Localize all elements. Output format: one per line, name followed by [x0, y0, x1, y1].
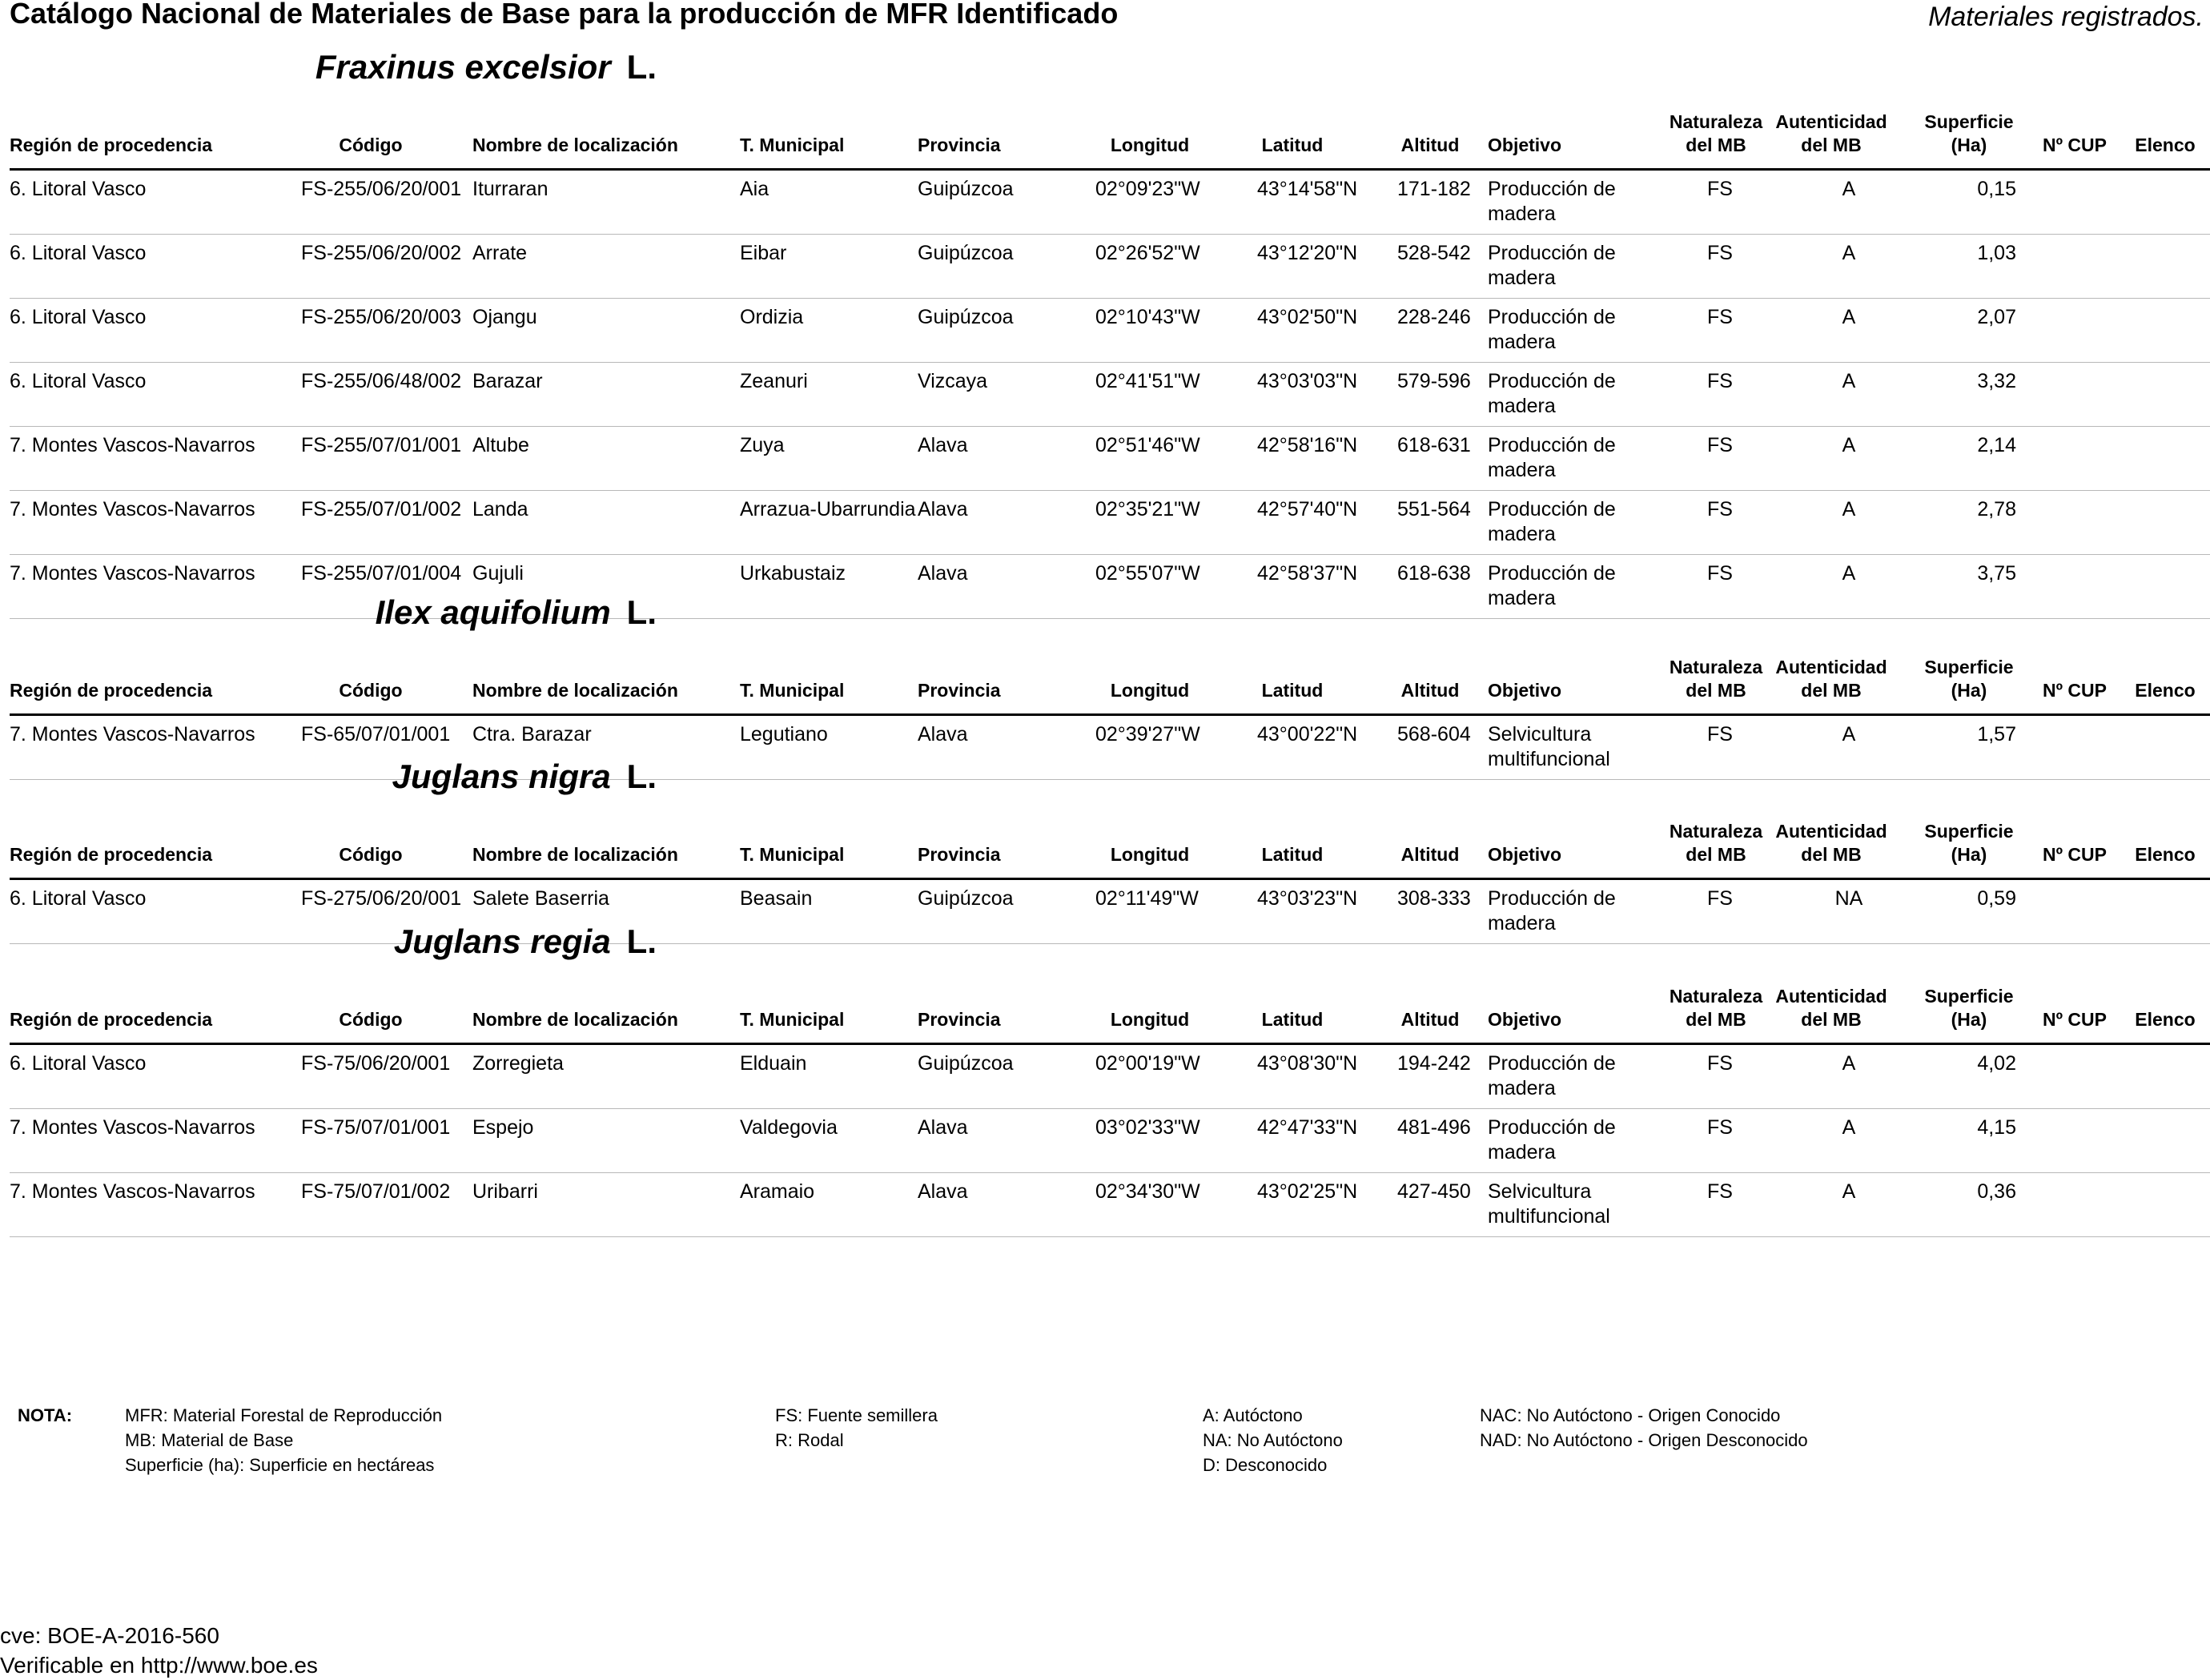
- column-header-line: del MB: [1686, 135, 1746, 155]
- column-header-superficie: [1924, 656, 2013, 702]
- table-row: [10, 235, 2210, 299]
- cell-longitud: 02°00'19"W: [1095, 1052, 1200, 1075]
- cell-nombre: Ctra. Barazar: [472, 723, 592, 746]
- table-header: [0, 955, 2210, 1043]
- cell-naturaleza: FS: [1707, 498, 1733, 520]
- column-header-line: (Ha): [1951, 1009, 1987, 1030]
- column-header-line: del MB: [1801, 680, 1862, 701]
- column-header-line: Superficie: [1924, 657, 2014, 677]
- cell-objetivo: Producción de madera: [1488, 306, 1616, 353]
- cell-longitud: 02°11'49"W: [1095, 887, 1199, 910]
- note-item: A: Autóctono: [1203, 1405, 1303, 1425]
- cell-superficie: 0,36: [1977, 1180, 2016, 1203]
- cell-naturaleza: FS: [1707, 562, 1733, 585]
- cell-autenticidad: A: [1842, 178, 1856, 200]
- cell-naturaleza: FS: [1707, 1052, 1733, 1075]
- column-header-latitud: Latitud: [1261, 680, 1324, 701]
- cell-provincia: Alava: [918, 562, 968, 585]
- species-name: Fraxinus excelsior: [315, 48, 611, 86]
- cell-nombre: Zorregieta: [472, 1052, 564, 1075]
- cell-nombre: Gujuli: [472, 562, 524, 585]
- column-header-provincia: Provincia: [918, 844, 1001, 865]
- cell-region: 6. Litoral Vasco: [10, 242, 147, 264]
- cell-naturaleza: FS: [1707, 1116, 1733, 1139]
- cell-latitud: 43°00'22"N: [1257, 723, 1358, 746]
- cell-region: 6. Litoral Vasco: [10, 178, 147, 200]
- column-header-line: Naturaleza: [1669, 111, 1763, 132]
- cell-naturaleza: FS: [1707, 887, 1733, 910]
- column-header-naturaleza: [1670, 111, 1762, 157]
- cell-nombre: Ojangu: [472, 306, 537, 328]
- column-header-altitud: Altitud: [1400, 135, 1460, 155]
- cell-region: 6. Litoral Vasco: [10, 887, 147, 910]
- cell-longitud: 02°10'43"W: [1095, 306, 1200, 328]
- cell-latitud: 43°12'20"N: [1257, 242, 1358, 264]
- column-header-nombre: Nombre de localización: [472, 680, 678, 701]
- cell-codigo: FS-275/06/20/001: [301, 887, 462, 910]
- cell-latitud: 43°02'25"N: [1257, 1180, 1358, 1203]
- column-header-objetivo: Objetivo: [1488, 1009, 1562, 1030]
- cell-objetivo: Producción de madera: [1488, 498, 1616, 545]
- cell-region: 6. Litoral Vasco: [10, 306, 147, 328]
- note-item: R: Rodal: [775, 1430, 844, 1450]
- column-header-provincia: Provincia: [918, 1009, 1001, 1030]
- column-header-elenco: Elenco: [2135, 844, 2196, 865]
- cell-municipal: Legutiano: [740, 723, 828, 746]
- cell-longitud: 02°35'21"W: [1095, 498, 1200, 520]
- column-header-nombre: Nombre de localización: [472, 135, 678, 155]
- cell-autenticidad: A: [1842, 723, 1856, 746]
- cell-autenticidad: A: [1842, 1052, 1856, 1075]
- cell-latitud: 43°14'58"N: [1257, 178, 1358, 200]
- cell-region: 6. Litoral Vasco: [10, 370, 147, 392]
- cell-municipal: Elduain: [740, 1052, 807, 1075]
- column-header-naturaleza: [1670, 820, 1762, 866]
- species-name: Juglans regia: [393, 922, 611, 960]
- notes-column-1: [125, 1403, 442, 1477]
- column-header-latitud: Latitud: [1261, 135, 1324, 155]
- species-author: L.: [626, 922, 657, 960]
- cell-nombre: Arrate: [472, 242, 528, 264]
- note-item: MFR: Material Forestal de Reproducción: [125, 1405, 443, 1425]
- notes-column-3: [1203, 1403, 1343, 1477]
- table-row: [10, 1173, 2210, 1237]
- cell-superficie: 3,32: [1977, 370, 2016, 392]
- column-header-superficie: [1924, 820, 2013, 866]
- column-header-objetivo: Objetivo: [1488, 680, 1562, 701]
- column-header-municipal: T. Municipal: [740, 680, 845, 701]
- table-row: [10, 171, 2210, 235]
- column-header-cup: Nº CUP: [2043, 680, 2107, 701]
- column-header-longitud: Longitud: [1110, 135, 1190, 155]
- cell-region: 7. Montes Vascos-Navarros: [10, 1180, 255, 1203]
- column-header-codigo: Código: [339, 844, 403, 865]
- notes-column-2: [775, 1403, 938, 1453]
- column-header-superficie: [1924, 111, 2013, 157]
- cell-municipal: Urkabustaiz: [740, 562, 846, 585]
- cell-superficie: 2,78: [1977, 498, 2016, 520]
- cell-objetivo: Producción de madera: [1488, 1052, 1616, 1099]
- cell-autenticidad: A: [1842, 498, 1856, 520]
- cell-superficie: 2,07: [1977, 306, 2016, 328]
- column-header-municipal: T. Municipal: [740, 844, 845, 865]
- cell-provincia: Alava: [918, 434, 968, 456]
- column-header-line: Naturaleza: [1669, 821, 1763, 842]
- cell-provincia: Guipúzcoa: [918, 887, 1014, 910]
- column-header-region: Región de procedencia: [10, 135, 213, 155]
- table-row: [10, 299, 2210, 363]
- cell-autenticidad: A: [1842, 434, 1856, 456]
- cell-altitud: 618-638: [1397, 562, 1471, 585]
- note-item: FS: Fuente semillera: [775, 1405, 938, 1425]
- column-header-region: Región de procedencia: [10, 844, 213, 865]
- cell-autenticidad: A: [1842, 562, 1856, 585]
- column-header-line: del MB: [1801, 135, 1862, 155]
- table-header: [0, 80, 2210, 168]
- column-header-elenco: Elenco: [2135, 680, 2196, 701]
- cell-codigo: FS-255/06/20/002: [301, 242, 462, 264]
- cell-superficie: 4,15: [1977, 1116, 2016, 1139]
- cell-codigo: FS-255/07/01/001: [301, 434, 462, 456]
- cell-altitud: 579-596: [1397, 370, 1471, 392]
- cell-superficie: 1,03: [1977, 242, 2016, 264]
- column-header-autenticidad: [1775, 985, 1887, 1031]
- column-header-line: del MB: [1686, 680, 1746, 701]
- table-row: [10, 363, 2210, 427]
- column-header-altitud: Altitud: [1400, 680, 1460, 701]
- cell-municipal: Aramaio: [740, 1180, 815, 1203]
- document-subtitle: Materiales registrados.: [1928, 2, 2204, 32]
- column-header-nombre: Nombre de localización: [472, 844, 678, 865]
- cell-provincia: Alava: [918, 498, 968, 520]
- cell-altitud: 427-450: [1397, 1180, 1471, 1203]
- cell-codigo: FS-255/07/01/002: [301, 498, 462, 520]
- column-header-line: del MB: [1686, 844, 1746, 865]
- cell-altitud: 194-242: [1397, 1052, 1471, 1075]
- cell-longitud: 03°02'33"W: [1095, 1116, 1200, 1139]
- cell-superficie: 0,59: [1977, 887, 2016, 910]
- column-header-line: Autenticidad: [1775, 111, 1887, 132]
- column-header-autenticidad: [1775, 656, 1887, 702]
- column-header-latitud: Latitud: [1261, 844, 1324, 865]
- column-header-elenco: Elenco: [2135, 1009, 2196, 1030]
- cell-codigo: FS-75/07/01/001: [301, 1116, 451, 1139]
- cell-codigo: FS-65/07/01/001: [301, 723, 451, 746]
- cell-nombre: Espejo: [472, 1116, 534, 1139]
- cell-objetivo: Producción de madera: [1488, 370, 1616, 417]
- cell-municipal: Zeanuri: [740, 370, 808, 392]
- species-author: L.: [626, 758, 657, 795]
- cell-altitud: 308-333: [1397, 887, 1471, 910]
- note-item: D: Desconocido: [1203, 1455, 1328, 1475]
- cell-altitud: 551-564: [1397, 498, 1471, 520]
- cell-objetivo: Producción de madera: [1488, 242, 1616, 289]
- column-header-latitud: Latitud: [1261, 1009, 1324, 1030]
- cell-objetivo: Producción de madera: [1488, 887, 1616, 934]
- cell-region: 7. Montes Vascos-Navarros: [10, 1116, 255, 1139]
- column-header-autenticidad: [1775, 820, 1887, 866]
- cell-naturaleza: FS: [1707, 1180, 1733, 1203]
- column-header-line: del MB: [1686, 1009, 1746, 1030]
- column-header-altitud: Altitud: [1400, 1009, 1460, 1030]
- cell-provincia: Alava: [918, 1180, 968, 1203]
- column-header-region: Región de procedencia: [10, 1009, 213, 1030]
- species-name: Ilex aquifolium: [375, 593, 611, 631]
- column-header-region: Región de procedencia: [10, 680, 213, 701]
- table-body: [0, 1045, 2210, 1237]
- cell-region: 7. Montes Vascos-Navarros: [10, 498, 255, 520]
- cell-municipal: Eibar: [740, 242, 787, 264]
- cell-objetivo: Selvicultura multifuncional: [1488, 723, 1610, 770]
- column-header-line: (Ha): [1951, 844, 1987, 865]
- cell-provincia: Guipúzcoa: [918, 178, 1014, 200]
- cell-objetivo: Selvicultura multifuncional: [1488, 1180, 1610, 1228]
- cell-superficie: 1,57: [1977, 723, 2016, 746]
- column-header-municipal: T. Municipal: [740, 135, 845, 155]
- cell-longitud: 02°55'07"W: [1095, 562, 1200, 585]
- column-header-municipal: T. Municipal: [740, 1009, 845, 1030]
- cell-codigo: FS-255/07/01/004: [301, 562, 462, 585]
- column-header-cup: Nº CUP: [2043, 1009, 2107, 1030]
- notes-label: NOTA:: [18, 1405, 73, 1425]
- table-row: [10, 1109, 2210, 1173]
- cell-autenticidad: A: [1842, 370, 1856, 392]
- table-row: [10, 491, 2210, 555]
- column-header-longitud: Longitud: [1110, 680, 1190, 701]
- table-header: [0, 625, 2210, 713]
- cell-longitud: 02°41'51"W: [1095, 370, 1200, 392]
- cell-codigo: FS-75/06/20/001: [301, 1052, 451, 1075]
- cell-altitud: 228-246: [1397, 306, 1471, 328]
- column-header-longitud: Longitud: [1110, 1009, 1190, 1030]
- cell-provincia: Guipúzcoa: [918, 1052, 1014, 1075]
- cell-latitud: 42°58'16"N: [1257, 434, 1358, 456]
- column-header-provincia: Provincia: [918, 135, 1001, 155]
- cell-latitud: 43°02'50"N: [1257, 306, 1358, 328]
- cell-altitud: 568-604: [1397, 723, 1471, 746]
- column-header-naturaleza: [1670, 985, 1762, 1031]
- cell-naturaleza: FS: [1707, 242, 1733, 264]
- cell-objetivo: Producción de madera: [1488, 562, 1616, 609]
- column-header-autenticidad: [1775, 111, 1887, 157]
- cell-longitud: 02°39'27"W: [1095, 723, 1200, 746]
- cell-superficie: 2,14: [1977, 434, 2016, 456]
- note-item: MB: Material de Base: [125, 1430, 294, 1450]
- column-header-objetivo: Objetivo: [1488, 135, 1562, 155]
- column-header-line: Autenticidad: [1775, 821, 1887, 842]
- table-row: [10, 427, 2210, 491]
- cell-municipal: Ordizia: [740, 306, 804, 328]
- cell-nombre: Barazar: [472, 370, 543, 392]
- cell-superficie: 0,15: [1977, 178, 2016, 200]
- cell-municipal: Arrazua-Ubarrundia: [740, 498, 916, 520]
- cell-superficie: 3,75: [1977, 562, 2016, 585]
- footer-verify-link[interactable]: Verificable en http://www.boe.es: [0, 1653, 318, 1678]
- cell-region: 7. Montes Vascos-Navarros: [10, 723, 255, 746]
- cell-municipal: Beasain: [740, 887, 813, 910]
- column-header-line: (Ha): [1951, 680, 1987, 701]
- cell-codigo: FS-255/06/20/001: [301, 178, 462, 200]
- cell-provincia: Alava: [918, 723, 968, 746]
- cell-objetivo: Producción de madera: [1488, 1116, 1616, 1164]
- species-author: L.: [626, 593, 657, 631]
- column-header-line: Naturaleza: [1669, 657, 1763, 677]
- cell-nombre: Uribarri: [472, 1180, 538, 1203]
- cell-provincia: Vizcaya: [918, 370, 988, 392]
- document-title: Catálogo Nacional de Materiales de Base para la producción de MFR Identificado: [10, 0, 1119, 30]
- column-header-cup: Nº CUP: [2043, 844, 2107, 865]
- note-item: NAC: No Autóctono - Origen Conocido: [1480, 1405, 1781, 1425]
- cell-autenticidad: A: [1842, 242, 1856, 264]
- cell-region: 7. Montes Vascos-Navarros: [10, 434, 255, 456]
- cell-provincia: Guipúzcoa: [918, 242, 1014, 264]
- cell-codigo: FS-75/07/01/002: [301, 1180, 451, 1203]
- cell-municipal: Zuya: [740, 434, 785, 456]
- column-header-provincia: Provincia: [918, 680, 1001, 701]
- cell-longitud: 02°51'46"W: [1095, 434, 1200, 456]
- cell-superficie: 4,02: [1977, 1052, 2016, 1075]
- cell-longitud: 02°09'23"W: [1095, 178, 1200, 200]
- column-header-line: Superficie: [1924, 986, 2014, 1007]
- column-header-line: Superficie: [1924, 821, 2014, 842]
- notes-column-4: [1480, 1403, 1808, 1453]
- cell-latitud: 43°08'30"N: [1257, 1052, 1358, 1075]
- cell-objetivo: Producción de madera: [1488, 434, 1616, 481]
- footer: [0, 1621, 318, 1680]
- column-header-nombre: Nombre de localización: [472, 1009, 678, 1030]
- cell-altitud: 618-631: [1397, 434, 1471, 456]
- cell-region: 7. Montes Vascos-Navarros: [10, 562, 255, 585]
- cell-municipal: Aia: [740, 178, 769, 200]
- table-header: [0, 790, 2210, 878]
- cell-autenticidad: A: [1842, 1180, 1856, 1203]
- note-item: NAD: No Autóctono - Origen Desconocido: [1480, 1430, 1808, 1450]
- cell-codigo: FS-255/06/20/003: [301, 306, 462, 328]
- species-author: L.: [626, 48, 657, 86]
- column-header-line: del MB: [1801, 844, 1862, 865]
- cell-latitud: 42°58'37"N: [1257, 562, 1358, 585]
- cell-region: 6. Litoral Vasco: [10, 1052, 147, 1075]
- cell-naturaleza: FS: [1707, 434, 1733, 456]
- cell-autenticidad: A: [1842, 306, 1856, 328]
- column-header-elenco: Elenco: [2135, 135, 2196, 155]
- cell-naturaleza: FS: [1707, 306, 1733, 328]
- cell-provincia: Guipúzcoa: [918, 306, 1014, 328]
- column-header-line: Superficie: [1924, 111, 2014, 132]
- note-item: Superficie (ha): Superficie en hectáreas: [125, 1455, 435, 1475]
- cell-nombre: Altube: [472, 434, 529, 456]
- column-header-line: Autenticidad: [1775, 657, 1887, 677]
- cell-latitud: 43°03'23"N: [1257, 887, 1358, 910]
- column-header-objetivo: Objetivo: [1488, 844, 1562, 865]
- column-header-cup: Nº CUP: [2043, 135, 2107, 155]
- cell-altitud: 481-496: [1397, 1116, 1471, 1139]
- cell-naturaleza: FS: [1707, 723, 1733, 746]
- column-header-line: del MB: [1801, 1009, 1862, 1030]
- cell-municipal: Valdegovia: [740, 1116, 838, 1139]
- cell-longitud: 02°26'52"W: [1095, 242, 1200, 264]
- cell-latitud: 43°03'03"N: [1257, 370, 1358, 392]
- cell-altitud: 171-182: [1397, 178, 1471, 200]
- footer-cve: cve: BOE-A-2016-560: [0, 1623, 219, 1648]
- cell-nombre: Iturraran: [472, 178, 548, 200]
- column-header-line: Naturaleza: [1669, 986, 1763, 1007]
- cell-naturaleza: FS: [1707, 370, 1733, 392]
- cell-autenticidad: A: [1842, 1116, 1856, 1139]
- table-row: [10, 1045, 2210, 1109]
- table-body: [0, 171, 2210, 619]
- column-header-codigo: Código: [339, 680, 403, 701]
- cell-longitud: 02°34'30"W: [1095, 1180, 1200, 1203]
- cell-nombre: Salete Baserria: [472, 887, 609, 910]
- cell-altitud: 528-542: [1397, 242, 1471, 264]
- cell-codigo: FS-255/06/48/002: [301, 370, 462, 392]
- column-header-codigo: Código: [339, 1009, 403, 1030]
- cell-autenticidad: NA: [1834, 887, 1863, 910]
- column-header-codigo: Código: [339, 135, 403, 155]
- column-header-line: (Ha): [1951, 135, 1987, 155]
- column-header-superficie: [1924, 985, 2013, 1031]
- cell-latitud: 42°57'40"N: [1257, 498, 1358, 520]
- column-header-longitud: Longitud: [1110, 844, 1190, 865]
- column-header-naturaleza: [1670, 656, 1762, 702]
- note-item: NA: No Autóctono: [1203, 1430, 1343, 1450]
- column-header-line: Autenticidad: [1775, 986, 1887, 1007]
- cell-provincia: Alava: [918, 1116, 968, 1139]
- column-header-altitud: Altitud: [1400, 844, 1460, 865]
- species-name: Juglans nigra: [392, 758, 611, 795]
- cell-objetivo: Producción de madera: [1488, 178, 1616, 225]
- cell-naturaleza: FS: [1707, 178, 1733, 200]
- cell-nombre: Landa: [472, 498, 528, 520]
- cell-latitud: 42°47'33"N: [1257, 1116, 1358, 1139]
